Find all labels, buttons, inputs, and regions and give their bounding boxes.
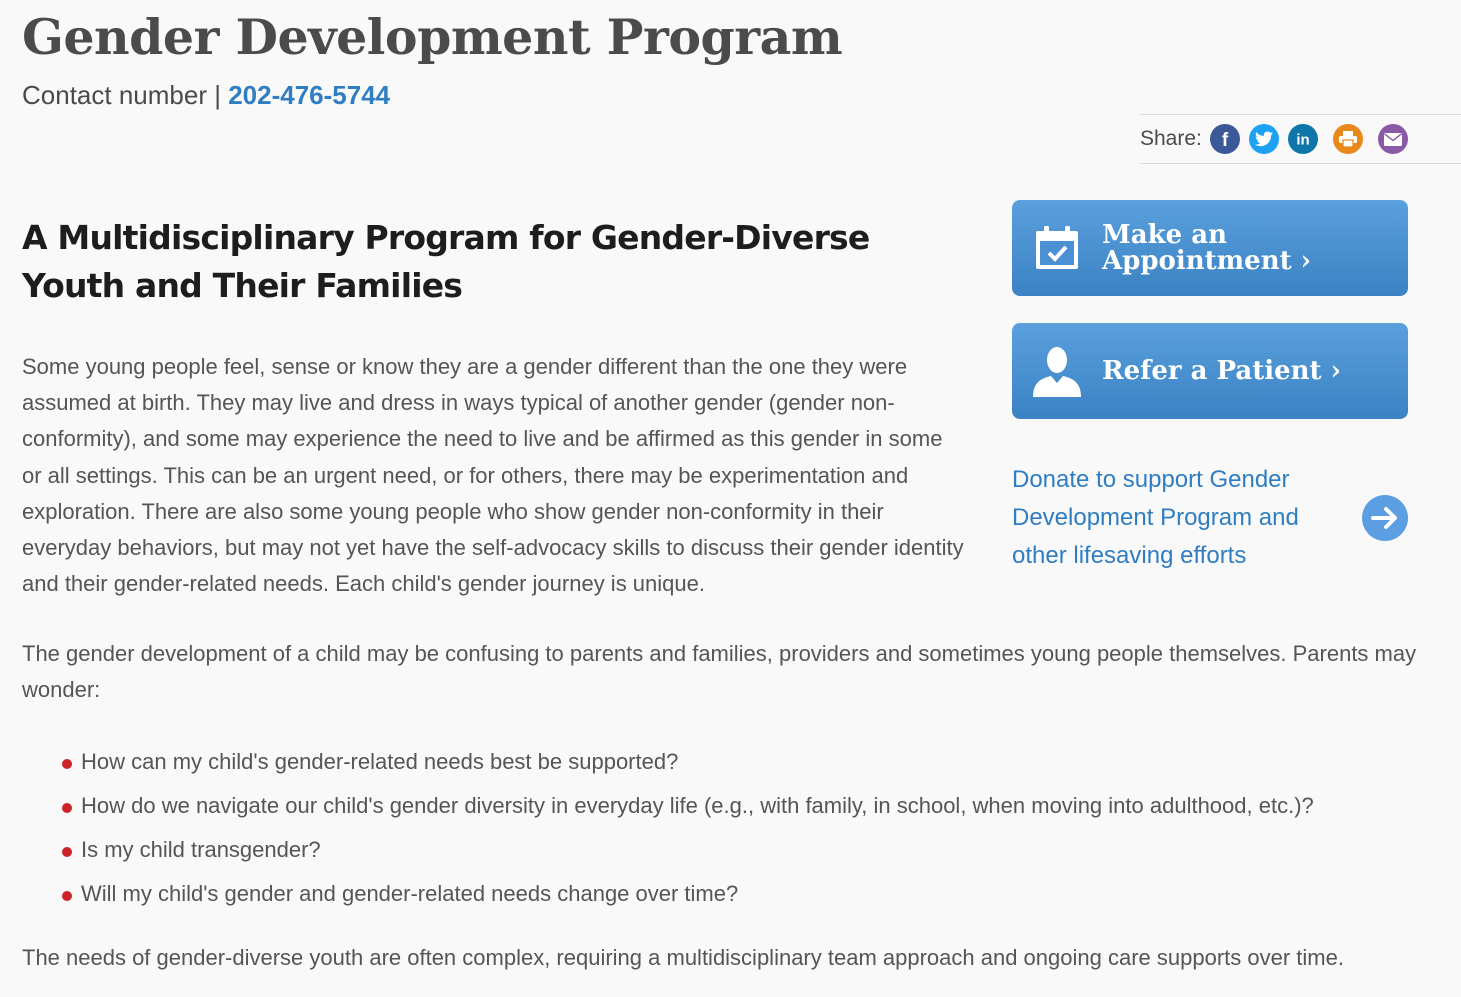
printer-icon[interactable] [1333, 124, 1363, 154]
calendar-check-icon [1012, 225, 1102, 271]
svg-text:in: in [1296, 131, 1310, 149]
parents-paragraph: The gender development of a child may be confusing to parents and families, providers and sometimes young people themselves. Parents may wonder: [22, 641, 1417, 702]
facebook-icon[interactable] [1210, 124, 1240, 154]
refer-label: Refer a Patient › [1102, 356, 1342, 386]
donate-text: Donate to support Gender Development Program and other lifesaving efforts [1012, 466, 1299, 569]
bullet-icon [62, 891, 72, 901]
section-heading: A Multidisciplinary Program for Gender-Diverse Youth and Their Families [22, 218, 870, 305]
donate-link[interactable] [1012, 460, 1408, 576]
share-label: Share: [1140, 127, 1202, 150]
twitter-icon[interactable] [1249, 124, 1279, 154]
contact-line [22, 80, 390, 111]
person-icon [1012, 345, 1102, 397]
list-item-text: Is my child transgender? [81, 837, 321, 862]
contact-label: Contact number | [22, 80, 221, 110]
question-list [62, 740, 1314, 916]
bullet-icon [62, 847, 72, 857]
bullet-icon [62, 759, 72, 769]
bullet-icon [62, 803, 72, 813]
page-title: Gender Development Program [22, 8, 843, 66]
svg-text:f: f [1221, 130, 1229, 151]
list-item-text: Will my child's gender and gender-related needs change over time? [81, 881, 739, 906]
list-item [62, 784, 1314, 828]
phone-link[interactable]: 202-476-5744 [228, 80, 391, 110]
appointment-label-line1: Make an [1102, 220, 1227, 250]
list-item [62, 740, 1314, 784]
arrow-right-icon[interactable] [1362, 495, 1408, 541]
list-item [62, 828, 1314, 872]
intro-paragraph: Some young people feel, sense or know they are a gender different than the one they were assumed at birth. They may live and dress in ways typical of another gender (gender non-conformity), and some may experience the need to live and be affirmed as this gender in some or all settings. This can be an urgent need, or for others, there may be experimentation and exploration. There are also some young people who show gender non-conformity in their everyday behaviors, but may not yet have the self-advocacy skills to discuss their gender identity and their gender-related needs. Each child's gender journey is unique. [22, 354, 964, 597]
share-bar [1140, 114, 1461, 164]
make-appointment-button[interactable] [1012, 200, 1408, 296]
refer-patient-button[interactable] [1012, 323, 1408, 419]
appointment-label-line2: Appointment › [1102, 246, 1312, 276]
list-item-text: How can my child's gender-related needs best be supported? [81, 749, 679, 774]
closing-paragraph: The needs of gender-diverse youth are often complex, requiring a multidisciplinary team approach and ongoing care supports over time. [22, 945, 1344, 970]
linkedin-icon[interactable] [1288, 124, 1318, 154]
mail-icon[interactable] [1378, 124, 1408, 154]
appointment-label [1102, 222, 1311, 274]
list-item-text: How do we navigate our child's gender diversity in everyday life (e.g., with family, in school, when moving into adulthood, etc.)? [81, 793, 1314, 818]
list-item [62, 872, 1314, 916]
